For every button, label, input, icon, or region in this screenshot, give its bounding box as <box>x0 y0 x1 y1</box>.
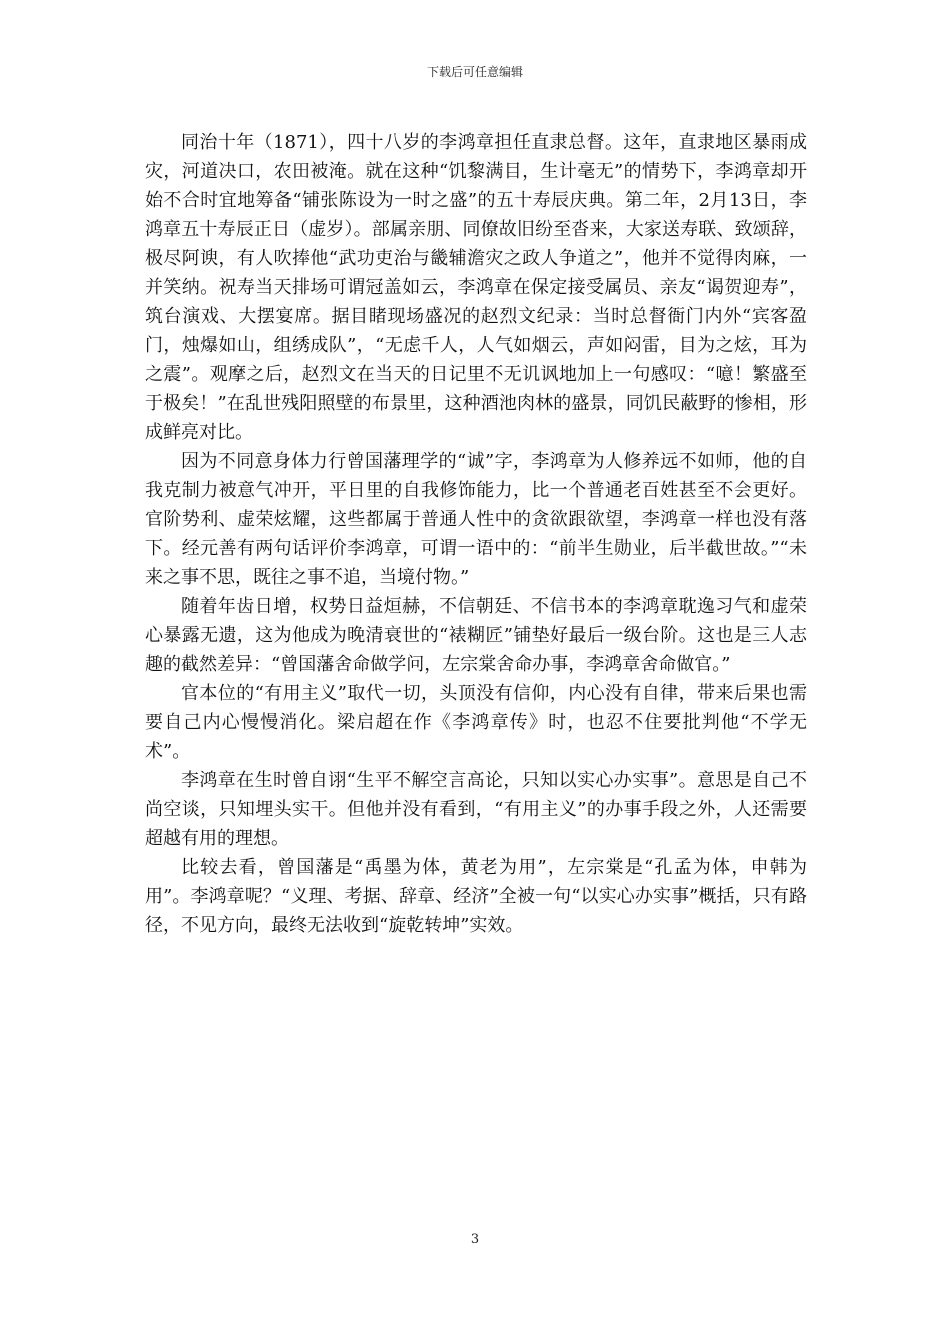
paragraph-4: 官本位的“有用主义”取代一切，头顶没有信仰，内心没有自律，带来后果也需要自己内心慢慢消化。梁启超在作《李鸿章传》时，也忍不住要批判他“不学无术”。 <box>145 683 807 762</box>
paragraph-6: 比较去看，曾国藩是“禹墨为体，黄老为用”，左宗棠是“孔孟为体，申韩为用”。李鸿章呢？“义理、考据、辞章、经济”全被一句“以实心办实事”概括，只有路径，不见方向，最终无法收到“旋乾转坤”实效。 <box>145 857 807 936</box>
paragraph-5: 李鸿章在生时曾自诩“生平不解空言高论，只知以实心办实事”。意思是自己不尚空谈，只知埋头实干。但他并没有看到，“有用主义”的办事手段之外，人还需要超越有用的理想。 <box>145 770 807 849</box>
paragraph-3: 随着年齿日增，权势日益烜赫，不信朝廷、不信书本的李鸿章耽逸习气和虚荣心暴露无遗，这为他成为晚清衰世的“裱糊匠”铺垫好最后一级台阶。这也是三人志趣的截然差异：“曾国藩舍命做学问，左宗棠舍命办事，李鸿章舍命做官。” <box>145 596 807 675</box>
page-header: 下载后可任意编辑 <box>426 65 523 79</box>
paragraph-2: 因为不同意身体力行曾国藩理学的“诚”字，李鸿章为人修养远不如师，他的自我克制力被意气冲开，平日里的自我修饰能力，比一个普通老百姓甚至不会更好。官阶势利、虚荣炫耀，这些都属于普通人性中的贪欲跟欲望，李鸿章一样也没有落下。经元善有两句话评价李鸿章，可谓一语中的：“前半生勋业，后半截世故。”“未来之事不思，既往之事不追，当境付物。” <box>145 451 807 588</box>
document-body <box>145 128 807 940</box>
page-number: 3 <box>470 1232 480 1247</box>
paragraph-1: 同治十年（1871），四十八岁的李鸿章担任直隶总督。这年，直隶地区暴雨成灾，河道决口，农田被淹。就在这种“饥黎满目，生计毫无”的情势下，李鸿章却开始不合时宜地筹备“铺张陈设为一时之盛”的五十寿辰庆典。第二年，2月13日，李鸿章五十寿辰正日（虚岁）。部属亲朋、同僚故旧纷至沓来，大家送寿联、致颂辞，极尽阿谀，有人吹捧他“武功吏治与畿辅澹灾之政人争道之”，他并不觉得肉麻，一并笑纳。祝寿当天排场可谓冠盖如云，李鸿章在保定接受属员、亲友“谒贺迎寿”，筑台演戏、大摆宴席。据目睹现场盛况的赵烈文纪录：当时总督衙门内外“宾客盈门，烛爆如山，组绣成队”，“无虑千人，人气如烟云，声如闷雷，目为之炫，耳为之震”。观摩之后，赵烈文在当天的日记里不无讥讽地加上一句感叹：“噫！繁盛至于极矣！”在乱世残阳照壁的布景里，这种酒池肉林的盛景，同饥民蔽野的惨相，形成鲜亮对比。 <box>145 132 807 443</box>
